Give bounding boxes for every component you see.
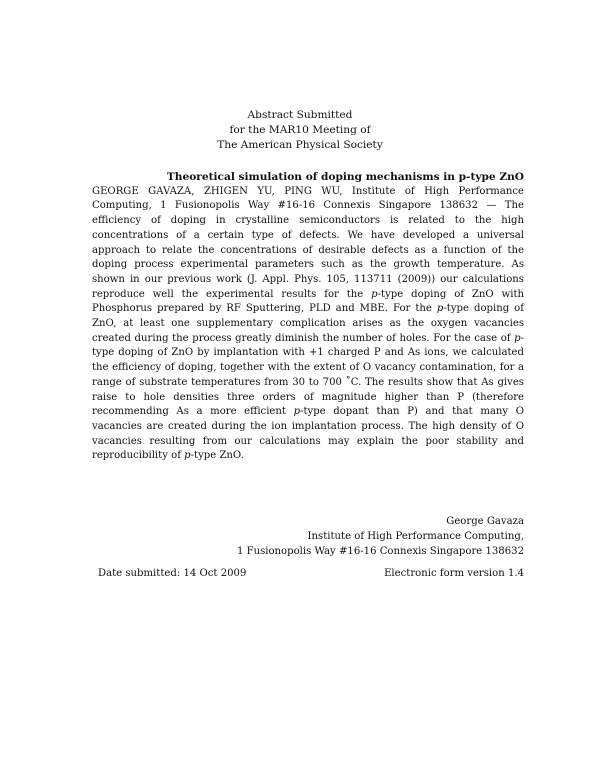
- header-line-society: The American Physical Society: [217, 139, 383, 151]
- form-version: Electronic form version 1.4: [384, 568, 524, 579]
- p-italic-2: p: [436, 303, 444, 315]
- p-italic-5: p: [184, 450, 191, 462]
- submission-header: [0, 108, 600, 153]
- abstract-text: [92, 185, 524, 464]
- signature-institute: Institute of High Performance Computing,: [307, 531, 524, 543]
- abstract-text-part-6: -type ZnO.: [190, 450, 244, 462]
- p-italic-1: p: [371, 288, 378, 300]
- signature-address: 1 Fusionopolis Way #16-16 Connexis Singapore 138632: [236, 546, 524, 558]
- abstract-text-part-5: -type dopant than P) and that many O vacancies are created during the ion implantation process. The high density of O vacancies resulting from our calculations may explain the poor stability and reproducibility of: [92, 406, 524, 462]
- header-line-meeting: for the MAR10 Meeting of: [229, 124, 371, 136]
- p-italic-4: p: [293, 406, 301, 418]
- abstract-title: Theoretical simulation of doping mechanisms in p-type ZnO: [166, 171, 524, 183]
- signature-name: George Gavaza: [446, 516, 524, 527]
- signature-block: [237, 514, 524, 560]
- abstract-text-part-1: The efficiency of doping in crystalline semiconductors is related to the high concentrations of a certain type of defects. We have developed a universal approach to relate the concentrations of desirable defects as a function of the doping process experimental parameters such as the growth temperature. As shown in our previous work (J. Appl. Phys. 105, 113711 (2009)) our calculations reproduce well the experimental results for the: [92, 200, 524, 300]
- abstract-text-part-2: -type doping of ZnO with Phosphorus prepared by RF Sputtering, PLD and MBE. For the: [92, 288, 525, 315]
- date-submitted: Date submitted: 14 Oct 2009: [98, 568, 247, 579]
- abstract-text-part-3: -type doping of ZnO, at least one supplementary complication arises as the oxygen vacancies created during the process greatly diminish the number of holes. For the case of: [92, 303, 524, 344]
- p-italic-3: p: [514, 332, 521, 344]
- abstract-body: [92, 170, 524, 464]
- abstract-text-part-4: -type doping of ZnO by implantation with +1 charged P and As ions, we calculated the efficiency of doping, together with the extent of O vacancy contamination, for a range of substrate temperatures from 30 to 700 ˚C. The results show that As gives raise to hole densities three orders of magnitude higher than P (therefore recommending As a more efficient: [92, 332, 524, 418]
- header-line-abstract-submitted: Abstract Submitted: [247, 109, 353, 121]
- authors-affiliation: GEORGE GAVAZA, ZHIGEN YU, PING WU, Institute of High Performance Computing, 1 Fusionopolis Way #16-16 Connexis Singapore 138632 —: [92, 185, 524, 212]
